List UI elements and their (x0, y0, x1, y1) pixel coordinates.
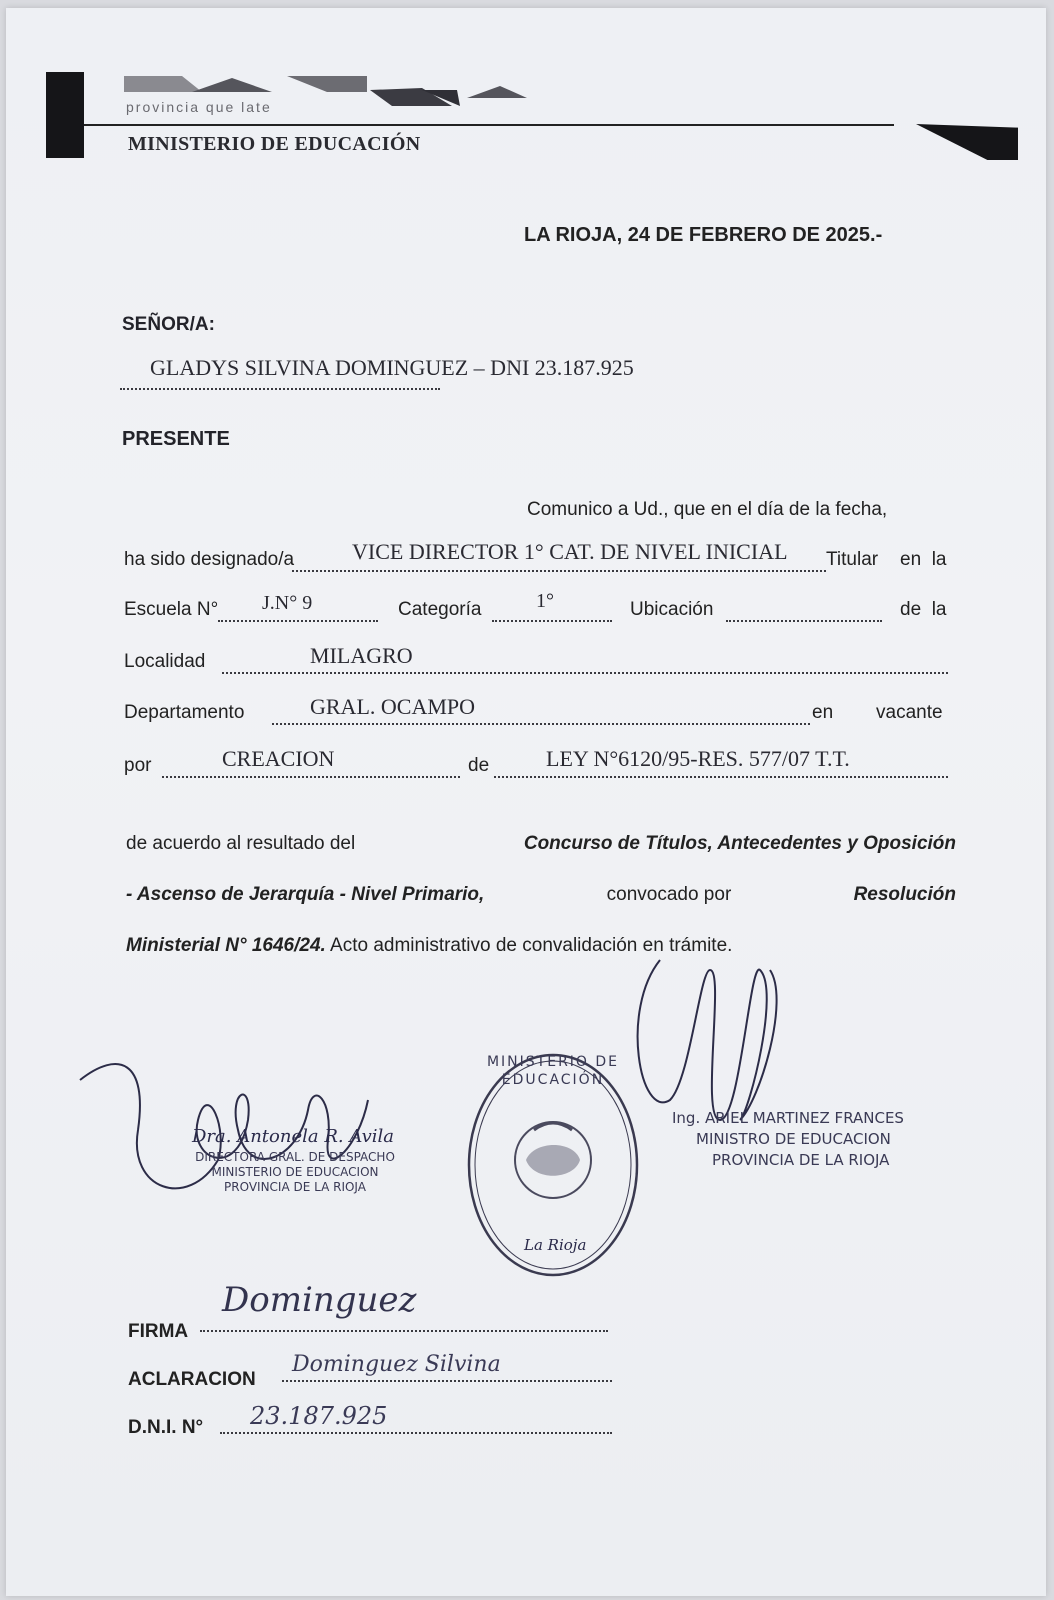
departamento-value: GRAL. OCAMPO (310, 694, 476, 719)
categoria-value: 1° (536, 590, 554, 612)
en-la-text: en la (900, 549, 947, 570)
intro-text: Comunico a Ud., que en el día de la fecha, (527, 499, 888, 520)
dni-label: D.N.I. N° (128, 1417, 204, 1438)
seal-arc-text: MINISTERIO DE EDUCACIÓN (486, 1054, 620, 1088)
paragraph-line-2 (126, 885, 956, 904)
ley-value: LEY N°6120/95-RES. 577/07 T.T. (546, 746, 850, 771)
concurso-title: Concurso de Títulos, Antecedentes y Oposición (523, 833, 956, 854)
cargo-value: VICE DIRECTOR 1° CAT. DE NIVEL INICIAL (352, 539, 788, 564)
resolucion-text: Resolución (853, 884, 956, 905)
paragraph-line-1 (126, 834, 956, 853)
aclaracion-dotted-line (282, 1380, 612, 1382)
dni-value: 23.187.925 (250, 1402, 388, 1430)
escuela-value: J.N° 9 (262, 592, 313, 614)
de-la-text: de la (900, 599, 947, 620)
firma-signature: Dominguez (222, 1280, 417, 1320)
titular-text: Titular (826, 549, 879, 570)
escuela-label: Escuela N° (124, 599, 219, 620)
departamento-label: Departamento (124, 702, 245, 723)
designado-label: ha sido designado/a (124, 549, 295, 570)
vacante-text: vacante (876, 702, 943, 723)
header-rule (84, 124, 894, 126)
right-signer-name: Ing. ARIEL MARTINEZ FRANCES (672, 1109, 904, 1127)
en-text: en (812, 702, 834, 723)
localidad-label: Localidad (124, 651, 206, 672)
paragraph-line-1-text: de acuerdo al resultado del (126, 833, 356, 854)
de-label: de (468, 755, 490, 776)
left-signer-line2: MINISTERIO DE EDUCACION (211, 1165, 379, 1179)
recipient-name: GLADYS SILVINA DOMINGUEZ – DNI 23.187.925 (150, 355, 634, 380)
left-signer-name: Dra. Antonela R. Avila (192, 1126, 395, 1147)
localidad-value: MILAGRO (310, 643, 413, 668)
categoria-dotted-line (492, 620, 612, 622)
right-signer-block (672, 1108, 942, 1171)
seal-bottom-text: La Rioja (524, 1236, 587, 1254)
ascenso-text: - Ascenso de Jerarquía - Nivel Primario, (126, 884, 485, 905)
escuela-dotted-line (218, 620, 378, 622)
ministerial-text: Ministerial N° 1646/24. (126, 935, 326, 956)
acto-text: Acto administrativo de convalidación en trámite. (330, 935, 733, 956)
firma-label: FIRMA (128, 1321, 189, 1342)
ubicacion-dotted-line (726, 620, 882, 622)
localidad-dotted-line (222, 672, 948, 674)
dni-dotted-line (220, 1432, 612, 1434)
firma-dotted-line (200, 1330, 608, 1332)
cargo-dotted-line (292, 570, 826, 572)
aclaracion-value: Dominguez Silvina (292, 1352, 501, 1377)
date-line: LA RIOJA, 24 DE FEBRERO DE 2025.- (524, 224, 883, 246)
categoria-label: Categoría (398, 599, 482, 620)
header-black-bar (46, 72, 84, 158)
left-signer-line1: DIRECTORA GRAL. DE DESPACHO (195, 1150, 395, 1164)
por-label: por (124, 755, 152, 776)
logo-tagline: provincia que late (126, 99, 272, 115)
presente-label: PRESENTE (122, 428, 230, 450)
ley-dotted-line (494, 776, 948, 778)
right-signer-line1: MINISTRO DE EDUCACION (696, 1130, 891, 1148)
ministry-seal (464, 1050, 642, 1280)
right-signer-line2: PROVINCIA DE LA RIOJA (712, 1151, 890, 1169)
por-value: CREACION (222, 746, 335, 771)
recipient-dotted-line (120, 388, 440, 390)
left-signer-line3: PROVINCIA DE LA RIOJA (224, 1180, 366, 1194)
ministry-heading: MINISTERIO DE EDUCACIÓN (128, 133, 421, 155)
convocado-text: convocado por (606, 884, 732, 905)
departamento-dotted-line (272, 723, 810, 725)
left-signer-title (180, 1150, 410, 1195)
aclaracion-label: ACLARACION (128, 1369, 256, 1390)
por-dotted-line (162, 776, 460, 778)
ubicacion-label: Ubicación (630, 599, 714, 620)
recipient-label: SEÑOR/A: (122, 314, 215, 335)
